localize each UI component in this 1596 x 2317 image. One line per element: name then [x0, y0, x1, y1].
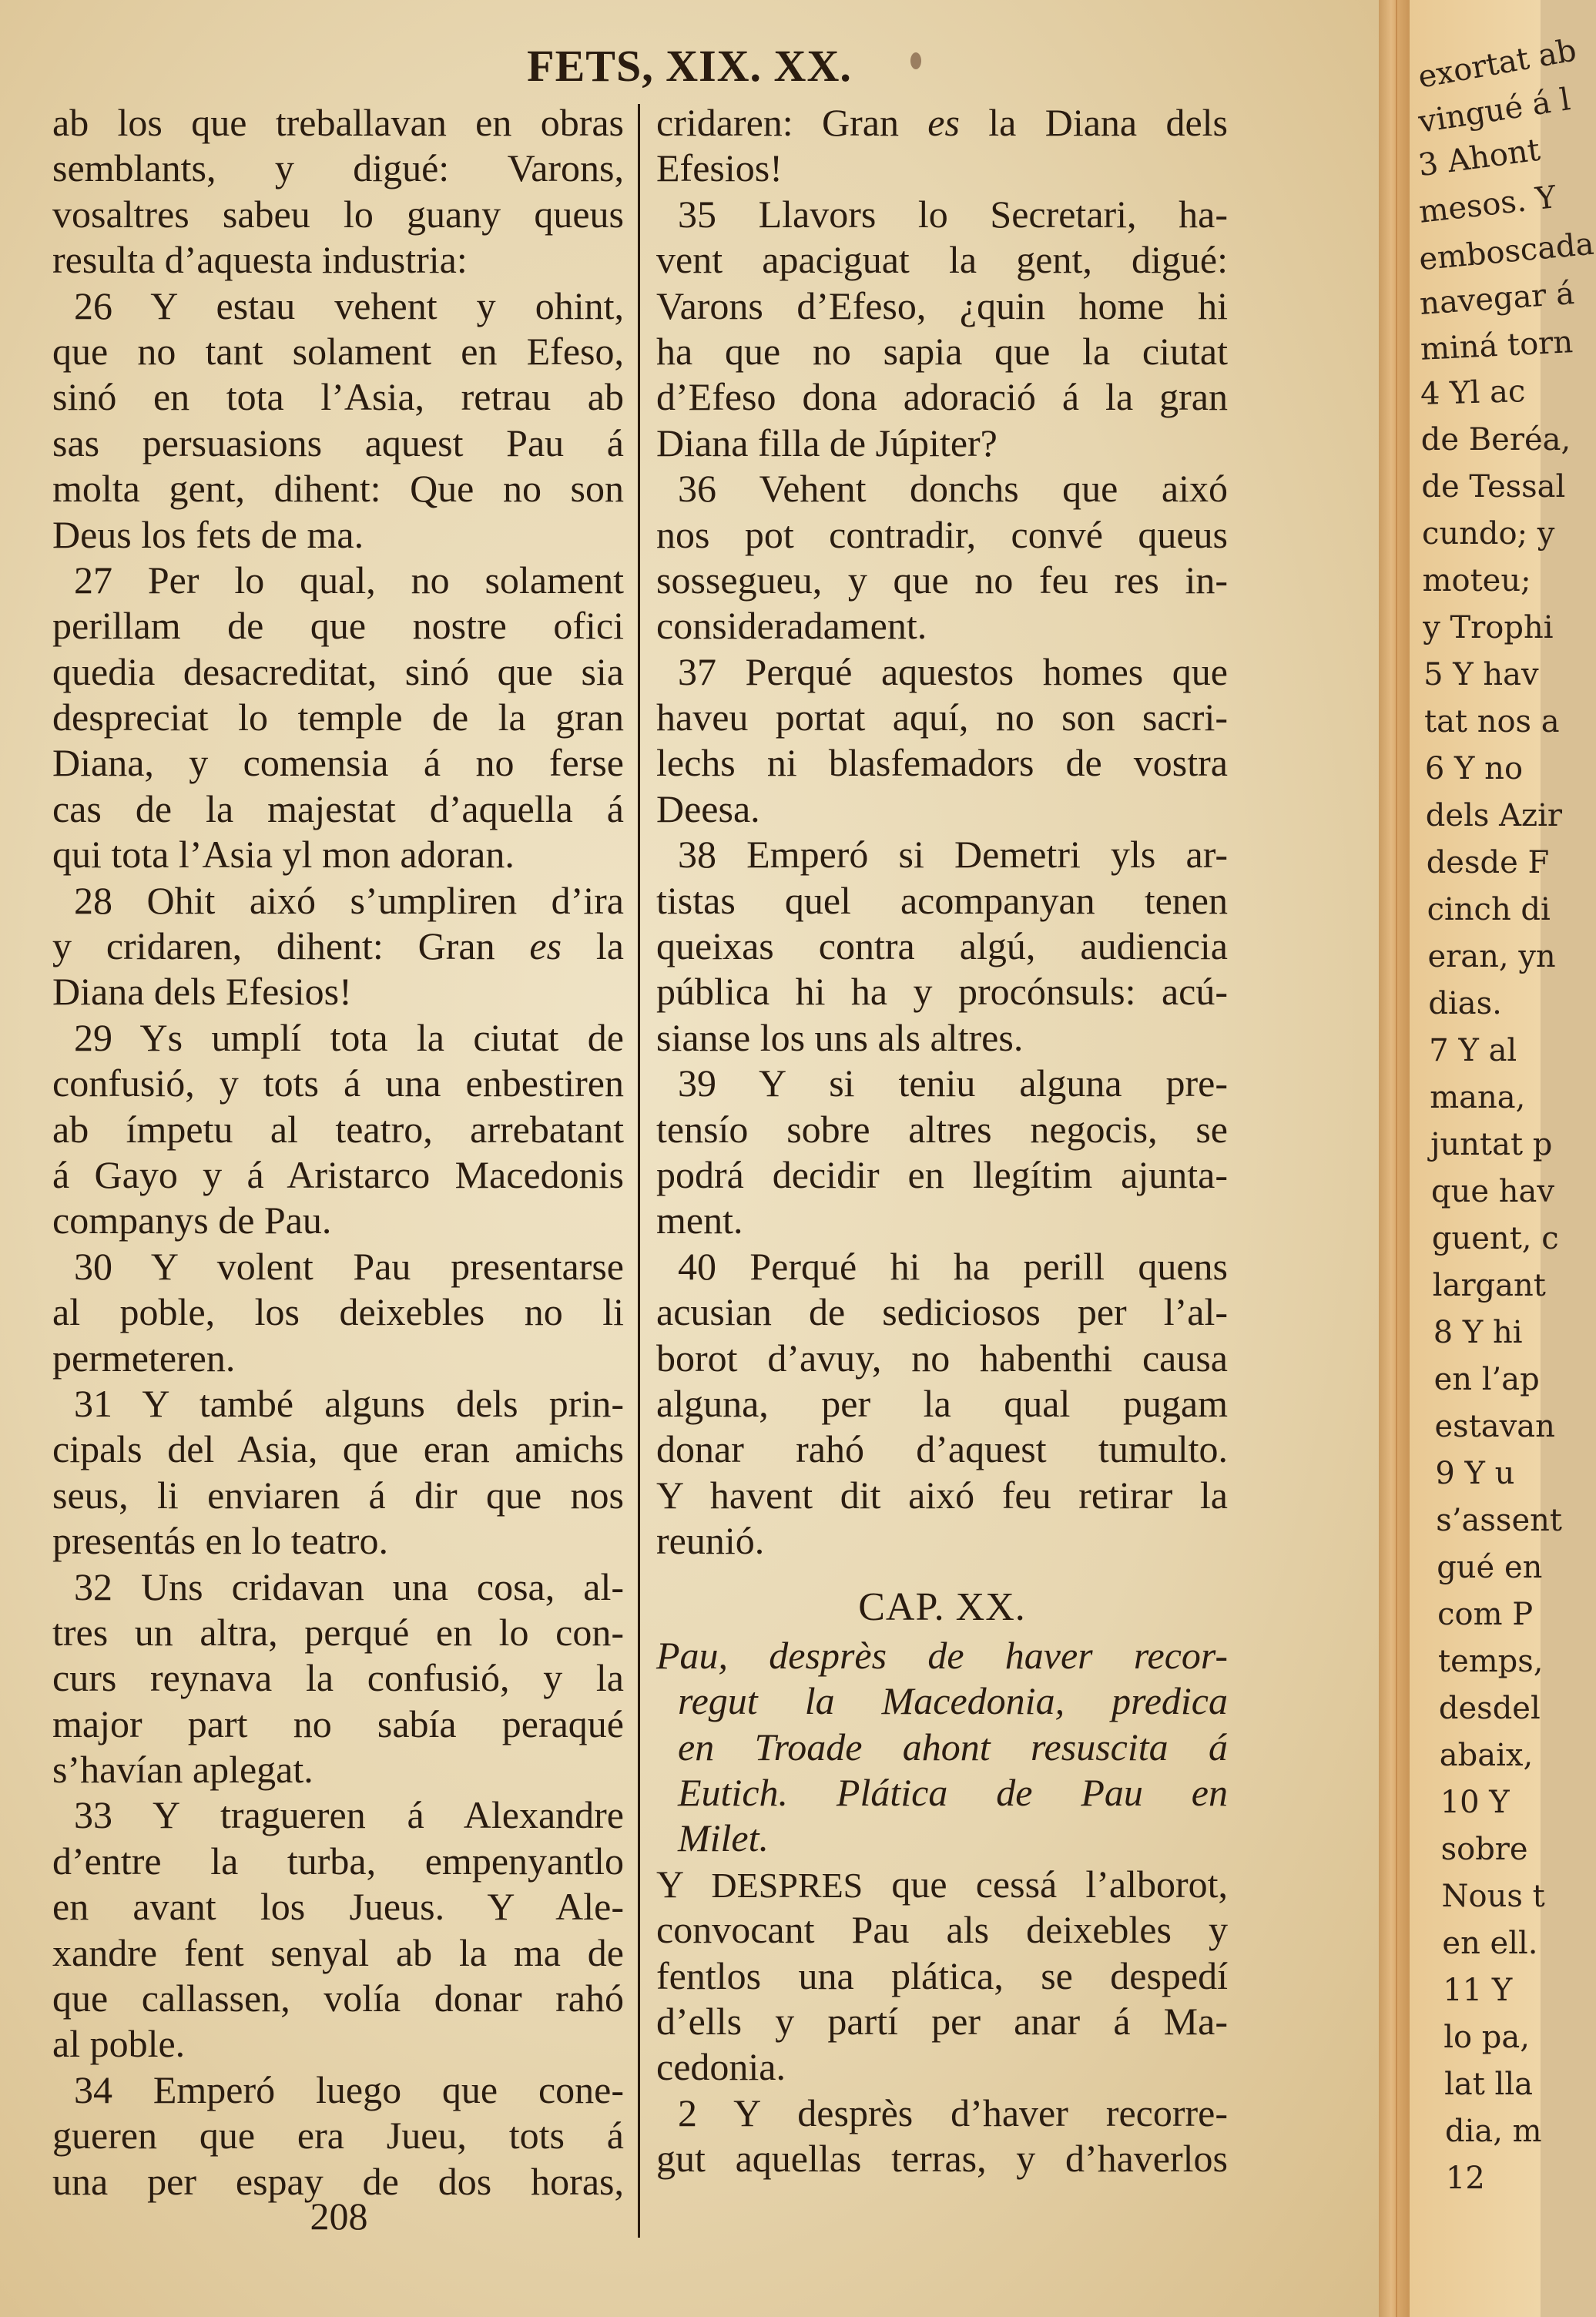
text-line: permeteren.	[52, 1336, 236, 1380]
next-page-line: desde F	[1426, 845, 1550, 880]
text-line: curs reynava la confusió, y la	[52, 1656, 624, 1700]
text-line: 27 Per lo qual, no solament	[74, 558, 624, 602]
text-line: convocant Pau als deixebles y	[656, 1908, 1228, 1952]
next-page-line: 3 Ahont	[1416, 132, 1543, 184]
text-line: ab ímpetu al teatro, arrebatant	[52, 1107, 624, 1151]
verse-1-smallcaps: DESPRES	[711, 1865, 863, 1905]
verse-1-first-line	[656, 1862, 1228, 1907]
gutter-fold	[1396, 0, 1397, 2317]
text-line: cas de la majestat d’aquella á	[52, 786, 624, 830]
text-line: sas persuasions aquest Pau á	[52, 421, 624, 464]
text-line: tensío sobre altres negocis, se	[656, 1107, 1228, 1151]
next-page-line: 5 Y hav	[1423, 657, 1539, 692]
next-page-line: moteu;	[1422, 563, 1531, 599]
text-line: Efesios!	[656, 146, 783, 190]
next-page-line: 12	[1445, 2161, 1485, 2196]
next-page-line: en ell.	[1442, 1926, 1538, 1961]
next-page-line: 7 Y al	[1429, 1033, 1517, 1068]
text-line: al poble, los deixebles no li	[52, 1290, 624, 1334]
verse-1	[656, 1907, 1228, 2091]
next-page-line: tat nos a	[1424, 704, 1560, 739]
text-line: gut aquellas terras, y d’haverlos	[656, 2137, 1228, 2181]
next-page-line: exortat ab	[1415, 32, 1580, 96]
text-line: 38 Emperó si Demetri yls ar-	[678, 833, 1228, 877]
text-line: d’entre la turba, empenyantlo	[52, 1839, 624, 1883]
italic-word: es	[529, 924, 562, 968]
text-line: consideradament.	[656, 604, 927, 648]
text-line: tres un altra, perqué en lo con-	[52, 1610, 624, 1654]
next-page-line: de Beréa,	[1420, 422, 1571, 458]
text-line: cipals del Asia, que eran amichs	[52, 1427, 624, 1471]
italic-word: es	[927, 101, 960, 144]
next-page-line: Nous t	[1441, 1879, 1545, 1914]
text-line: xandre fent senyal ab la ma de	[52, 1930, 624, 1974]
next-page-line: en l’ap	[1433, 1362, 1540, 1397]
next-page-line: 9 Y u	[1435, 1456, 1515, 1491]
next-page-line: com P	[1437, 1597, 1534, 1632]
next-page-line: 6 Y no	[1424, 751, 1524, 786]
text-line: confusió, y tots á una enbestiren	[52, 1061, 624, 1105]
text-line: Deesa.	[656, 786, 760, 830]
text-line: pública hi ha y procónsuls: acú-	[656, 970, 1228, 1014]
running-head: FETS, XIX. XX.	[527, 41, 852, 91]
text-line: 33 Y tragueren á Alexandre	[74, 1793, 624, 1837]
summary-line: Pau, desprès de haver recor-	[656, 1633, 1228, 1677]
text-line: alguna, per la qual pugam	[656, 1381, 1228, 1425]
text-line: sianse los uns als altres.	[656, 1015, 1024, 1059]
next-page-line: miná torn	[1419, 324, 1574, 367]
text-line: cridaren: Gran es la Diana dels	[656, 101, 1228, 144]
text-line: ab los que treballavan en obras	[52, 101, 624, 144]
text-line: Diana filla de Júpiter?	[656, 421, 998, 464]
summary-line: regut la Macedonia, predica	[678, 1679, 1228, 1723]
text-line: resulta d’aquesta industria:	[52, 238, 468, 282]
text-line: vent apaciguat la gent, digué:	[656, 238, 1228, 282]
next-page-line: que hav	[1431, 1174, 1554, 1209]
text-line: al poble.	[52, 2022, 186, 2066]
next-page-line: vingué á l	[1416, 82, 1573, 140]
next-page-line: 4 Yl ac	[1420, 374, 1527, 412]
next-page-line: dias.	[1428, 986, 1502, 1021]
next-page-line: s’assent	[1436, 1503, 1562, 1538]
text-line: 29 Ys umplí tota la ciutat de	[74, 1015, 624, 1059]
next-page-line: eran, yn	[1427, 939, 1556, 974]
text-line: una per espay de dos horas,	[52, 2159, 624, 2203]
text-line: en avant los Jueus. Y Ale-	[52, 1885, 624, 1929]
next-page-line: 10 Y	[1440, 1785, 1510, 1820]
next-page-line: dia, m	[1445, 2114, 1542, 2149]
text-line: Varons d’Efeso, ¿quin home hi	[656, 283, 1228, 327]
next-page-line: navegar á	[1418, 276, 1576, 322]
text-line: queixas contra algú, audiencia	[656, 924, 1228, 968]
verse-1-rest: que cessá l’alborot,	[891, 1862, 1229, 1906]
text-line: Y havent dit aixó feu retirar la	[656, 1473, 1228, 1517]
text-line: borot d’avuy, no habenthi causa	[656, 1336, 1228, 1380]
text-line: Deus los fets de ma.	[52, 512, 364, 556]
right-column	[656, 100, 1228, 2182]
text-line: 28 Ohit aixó s’umpliren d’ira	[74, 878, 624, 922]
next-page-line: cinch di	[1427, 892, 1551, 927]
next-page-line: juntat p	[1430, 1127, 1553, 1162]
next-page-line: 11 Y	[1443, 1973, 1513, 2008]
column-divider	[638, 104, 640, 2238]
text-line: 36 Vehent donchs que aixó	[678, 467, 1228, 511]
text-line: major part no sabía peraqué	[52, 1702, 624, 1745]
next-page-line: lat lla	[1444, 2067, 1533, 2102]
text-line: Diana dels Efesios!	[52, 970, 352, 1014]
text-line: sinó en tota l’Asia, retrau ab	[52, 375, 624, 419]
text-line: tistas quel acompanyan tenen	[656, 878, 1228, 922]
text-line: que callassen, volía donar rahó	[52, 1977, 624, 2020]
text-line: qui tota l’Asia yl mon adoran.	[52, 833, 515, 877]
text-line: ha que no sapia que la ciutat	[656, 329, 1228, 373]
next-page-line: estavan	[1434, 1409, 1555, 1444]
next-page-line: mana,	[1430, 1080, 1526, 1115]
text-line: d’ells y partí per anar á Ma-	[656, 2000, 1228, 2044]
left-column	[52, 100, 624, 2205]
text-line: 40 Perqué hi ha perill quens	[678, 1244, 1228, 1288]
next-page-line: y Trophi	[1423, 610, 1554, 645]
next-page-line: mesos. Y	[1417, 179, 1558, 230]
chapter-19-continuation	[656, 100, 1228, 1564]
text-line: donar rahó d’aquest tumulto.	[656, 1427, 1228, 1471]
text-line: fentlos una plática, se despedí	[656, 1953, 1228, 1997]
text-line: 26 Y estau vehent y ohint,	[74, 283, 624, 327]
text-line: seus, li enviaren á dir que nos	[52, 1473, 624, 1517]
text-line: á Gayo y á Aristarco Macedonis	[52, 1152, 624, 1196]
text-line: semblants, y digué: Varons,	[52, 146, 624, 190]
next-page-line: 8 Y hi	[1433, 1315, 1523, 1350]
next-page-line: abaix,	[1439, 1738, 1534, 1773]
text-line: 31 Y també alguns dels prin-	[74, 1381, 624, 1425]
text-line: companys de Pau.	[52, 1199, 332, 1242]
text-line: que no tant solament en Efeso,	[52, 329, 624, 373]
text-line: reunió.	[656, 1519, 765, 1563]
text-line: s’havían aplegat.	[52, 1748, 314, 1792]
next-page-line: largant	[1432, 1268, 1546, 1303]
page-number: 208	[310, 2195, 368, 2238]
text-line: 34 Emperó luego que cone-	[74, 2067, 624, 2111]
text-line: 39 Y si teniu alguna pre-	[678, 1061, 1228, 1105]
text-line: haveu portat aquí, no son sacri-	[656, 696, 1228, 739]
text-line: perillam de que nostre ofici	[52, 604, 624, 648]
text-line: acusian de sediciosos per l’al-	[656, 1290, 1228, 1334]
next-page-line: sobre	[1440, 1832, 1528, 1867]
next-page-edge	[1410, 0, 1596, 2317]
text-line: 32 Uns cridavan una cosa, al-	[74, 1564, 624, 1608]
text-line: quedia desacreditat, sinó que sia	[52, 649, 624, 693]
next-page-line: gué en	[1437, 1550, 1543, 1585]
text-line: nos pot contradir, convé queus	[656, 512, 1228, 556]
next-page-line: cundo; y	[1422, 516, 1555, 552]
text-line: presentás en lo teatro.	[52, 1519, 388, 1563]
text-line: 35 Llavors lo Secretari, ha-	[678, 192, 1228, 236]
next-page-line: temps,	[1438, 1644, 1544, 1679]
text-line: sosseguеu, y que no feu res in-	[656, 558, 1228, 602]
book-gutter	[1379, 0, 1410, 2317]
next-page-line: emboscada	[1417, 226, 1596, 278]
next-page-line: de Tessal	[1421, 469, 1566, 505]
text-line: y cridaren, dihent: Gran es la	[52, 924, 624, 968]
text-line: ment.	[656, 1199, 743, 1242]
text-line: despreciat lo temple de la gran	[52, 696, 624, 739]
text-line: lechs ni blasfemadors de vostra	[656, 741, 1228, 785]
next-page-line: dels Azir	[1425, 798, 1562, 833]
chapter-title: CAP. XX.	[858, 1584, 1026, 1629]
summary-line: Milet.	[678, 1816, 770, 1860]
text-line: 2 Y desprès d’haver recorre-	[678, 2091, 1228, 2134]
text-line: d’Efeso dona adoració á la gran	[656, 375, 1228, 419]
summary-line: en Troade ahont resuscita á	[678, 1725, 1228, 1769]
summary-line: Eutich. Plática de Pau en	[678, 1771, 1228, 1815]
verse-2	[656, 2091, 1228, 2182]
text-line: cedonia.	[656, 2045, 786, 2089]
text-line: 30 Y volent Pau presentarse	[74, 1244, 624, 1288]
text-line: gueren que era Jueu, tots á	[52, 2114, 624, 2158]
text-line: 37 Perqué aquestos homes que	[678, 649, 1228, 693]
text-line: podrá decidir en llegítim ajunta-	[656, 1152, 1228, 1196]
verse-1-initial: Y	[656, 1862, 683, 1906]
next-page-line: lo pa,	[1443, 2020, 1530, 2055]
next-page-line: desdel	[1438, 1691, 1541, 1726]
text-line: Diana, y comensia á no ferse	[52, 741, 624, 785]
text-line: molta gent, dihent: Que no son	[52, 467, 624, 511]
next-page-line: guent, c	[1431, 1221, 1559, 1256]
chapter-summary	[656, 1633, 1228, 1862]
text-line: vosaltres sabeu lo guany queus	[52, 192, 624, 236]
